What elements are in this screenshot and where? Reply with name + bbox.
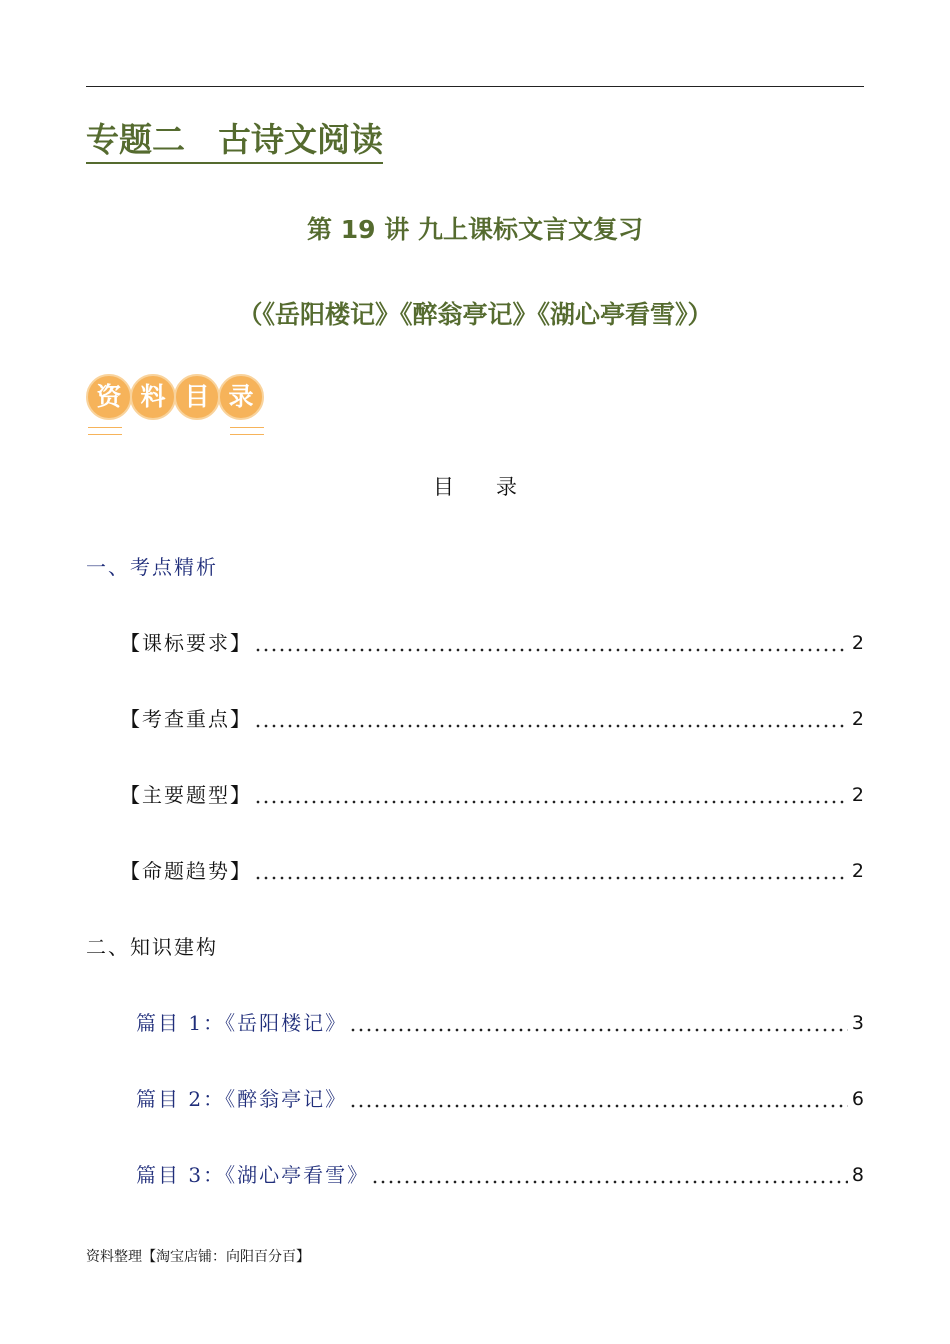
toc-section-title[interactable]: 一、考点精析 bbox=[86, 555, 218, 579]
toc-entry-label: 篇目 3：《湖心亭看雪》 bbox=[136, 1163, 370, 1187]
toc-heading-char: 录 bbox=[496, 475, 517, 499]
toc-entry-label: 【命题趋势】 bbox=[120, 859, 252, 883]
toc-leader-dots bbox=[371, 1160, 848, 1190]
contents-badge bbox=[86, 374, 276, 436]
badge-char: 料 bbox=[130, 374, 176, 420]
toc-leader-dots bbox=[349, 1084, 848, 1114]
toc-entry-label: 篇目 1：《岳阳楼记》 bbox=[136, 1011, 348, 1035]
toc-entry[interactable] bbox=[136, 1008, 864, 1038]
toc-entry[interactable] bbox=[136, 1160, 864, 1190]
toc-heading-char: 目 bbox=[433, 475, 454, 499]
toc-entry[interactable] bbox=[120, 856, 864, 886]
toc-entry-label: 【主要题型】 bbox=[120, 783, 252, 807]
badge-decor-lines bbox=[88, 427, 122, 435]
lecture-subtitle: （《岳阳楼记》《醉翁亭记》《湖心亭看雪》） bbox=[237, 300, 713, 329]
toc-entry-page: 2 bbox=[851, 784, 864, 806]
toc-entry-label: 【课标要求】 bbox=[120, 631, 252, 655]
toc-entry-page: 2 bbox=[851, 860, 864, 882]
toc-entry-label: 篇目 2：《醉翁亭记》 bbox=[136, 1087, 348, 1111]
toc-entry-label: 【考查重点】 bbox=[120, 707, 252, 731]
top-rule bbox=[86, 86, 864, 87]
toc-entry[interactable] bbox=[120, 628, 864, 658]
toc-entry-page: 2 bbox=[851, 708, 864, 730]
badge-char: 录 bbox=[218, 374, 264, 420]
topic-title: 专题二 古诗文阅读 bbox=[86, 118, 383, 164]
toc-entry-page: 2 bbox=[851, 632, 864, 654]
toc-leader-dots bbox=[254, 856, 848, 886]
toc-entry[interactable] bbox=[120, 704, 864, 734]
toc-entry[interactable] bbox=[120, 780, 864, 810]
toc-entry-page: 8 bbox=[851, 1164, 864, 1186]
badge-char: 资 bbox=[86, 374, 132, 420]
toc-section-title[interactable]: 二、知识建构 bbox=[86, 935, 218, 959]
toc-leader-dots bbox=[254, 628, 848, 658]
toc-leader-dots bbox=[349, 1008, 848, 1038]
toc-entry-page: 6 bbox=[851, 1088, 864, 1110]
badge-char: 目 bbox=[174, 374, 220, 420]
toc-leader-dots bbox=[254, 704, 848, 734]
lecture-title: 第 19 讲 九上课标文言文复习 bbox=[307, 215, 643, 244]
toc-entry-page: 3 bbox=[851, 1012, 864, 1034]
toc-entry[interactable] bbox=[136, 1084, 864, 1114]
toc-leader-dots bbox=[254, 780, 848, 810]
toc-heading bbox=[0, 472, 950, 502]
badge-decor-lines bbox=[230, 427, 264, 435]
footer-note: 资料整理【淘宝店铺：向阳百分百】 bbox=[86, 1249, 310, 1265]
